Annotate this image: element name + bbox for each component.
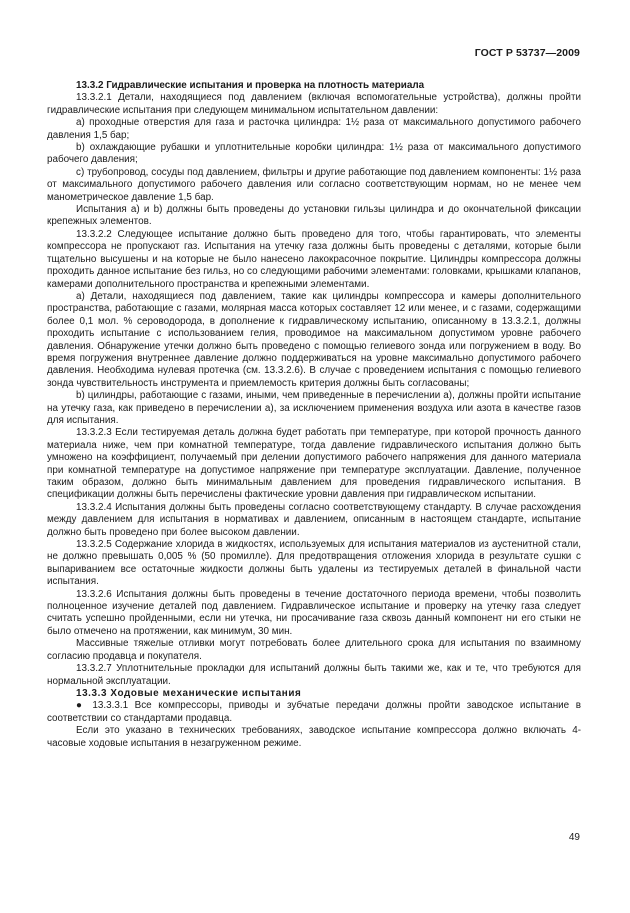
section-heading-13-3-2: 13.3.2 Гидравлические испытания и проверка на плотность материала	[76, 80, 425, 91]
clause-13-3-2-4: 13.3.2.4 Испытания должны быть проведены согласно соответствующему стандарту. В случае расхождения между давлением для испытания в нормативах и давлением, описанным в настоящем стандарте, испытание должно быть проведено при более высоком давлении.	[47, 501, 581, 538]
list-item-b: b) охлаждающие рубашки и уплотнительные коробки цилиндра: 1½ раза от максимального допустимого рабочего давления;	[47, 142, 581, 166]
clause-13-3-2-6: 13.3.2.6 Испытания должны быть проведены в течение достаточного периода времени, чтобы позволить полноценное изучение деталей под давлением. Гидравлическое испытание и проверку на утечку газа следует считать успешно пройденными, если ни утечка, ни просачивание газа сквозь данный компонент ни его стыки не было отмечено на протяжении, как минимум, 30 мин.	[47, 588, 581, 637]
list-item-b-air-nitrogen: b) цилиндры, работающие с газами, иными, чем приведенные в перечислении a), должны пройти испытание на утечку газа, как приведено в перечислении a), за исключением применения воздуха или азота в качестве газов для испытания.	[47, 390, 581, 426]
document-body	[47, 80, 581, 750]
clause-13-3-2-1: 13.3.2.1 Детали, находящиеся под давлением (включая вспомогательные устройства), должны пройти гидравлические испытания при следующем минимальном испытательном давлении:	[47, 92, 581, 116]
standard-header: ГОСТ Р 53737—2009	[474, 47, 580, 59]
clause-13-3-2-7: 13.3.2.7 Уплотнительные прокладки для испытаний должны быть такими же, как и те, что требуются для нормальной эксплуатации.	[47, 663, 581, 687]
list-item-a-helium: a) Детали, находящиеся под давлением, такие как цилиндры компрессора и камеры дополнительного пространства, работающие с газами, молярная масса которых составляет 12 или менее, и с газами, содержащими более 0,1 мол. % сероводорода, в дополнение к гидравлическому испытанию, описанному в 13.3.2.1, должны проходить испытание с использованием гелия, проводимое на максимальном допустимом уровне рабочего давления. Обнаружение утечки должно быть проведено с помощью гелиевого зонда или погружением в воду. Во время погружения внутреннее давление должно поддерживаться на уровне максимально допустимого рабочего давления. Необходима нулевая протечка (см. 13.3.2.6). В случае с проведением испытания с помощью гелиевого зонда чувствительность инструмента и приемлемость критерия должны быть согласованы;	[47, 290, 581, 389]
clause-13-3-3-1: ● 13.3.3.1 Все компрессоры, приводы и зубчатые передачи должны пройти заводское испытание в соответствии со стандартами продавца.	[47, 700, 581, 724]
paragraph-castings: Массивные тяжелые отливки могут потребовать более длительного срока для испытания по взаимному согласию продавца и покупателя.	[47, 638, 581, 662]
section-heading-13-3-3: 13.3.3 Ходовые механические испытания	[76, 687, 302, 699]
paragraph-tests-ab: Испытания a) и b) должны быть проведены до установки гильзы цилиндра и до окончательной фиксации крепежных элементов.	[47, 204, 581, 228]
list-item-c: c) трубопровод, сосуды под давлением, фильтры и другие работающие под давлением компоненты: 1½ раза от максимального допустимого рабочего давления или согласно соответствующим нормам, но не менее чем манометрическое давление 1,5 бар.	[47, 166, 581, 203]
clause-13-3-2-3: 13.3.2.3 Если тестируемая деталь должна будет работать при температуре, при которой прочность данного материала ниже, чем при комнатной температуре, тогда давление гидравлического испытания должно быть умножено на коэффициент, получаемый при делении допустимого рабочего напряжения для данного материала при комнатной температуре на допустимое напряжение при температуре эксплуатации. Давление, полученное таким образом, должно быть минимальным давлением для проведения гидравлического испытания. В спецификации должны быть перечислены фактические уровни давления при гидравлическом испытании.	[47, 427, 581, 501]
paragraph-4-hour-test: Если это указано в технических требованиях, заводское испытание компрессора должно включать 4-часовые ходовые испытания в незагруженном режиме.	[47, 725, 581, 749]
page-number: 49	[568, 832, 580, 843]
clause-13-3-2-2: 13.3.2.2 Следующее испытание должно быть проведено для того, чтобы гарантировать, что элементы компрессора не пропускают газ. Испытания на утечку газа должны быть проведены с деталями, которые были тщательно высушены и на которые не было нанесено лакокрасочное покрытие. Цилиндры компрессора должны проходить данное испытание без гильз, но со следующими рабочими элементами: головками, крышками клапанов, камерами дополнительного пространства и крепежными элементами.	[47, 228, 581, 290]
clause-13-3-2-5: 13.3.2.5 Содержание хлорида в жидкостях, используемых для испытания материалов из аустенитной стали, не должно превышать 0,005 % (50 промилле). Для предотвращения отложения хлорида в результате сушки с выпариванием все остаточные жидкости должны быть удалены из тестируемых деталей в финальной части испытания.	[47, 539, 581, 588]
list-item-a: a) проходные отверстия для газа и расточка цилиндра: 1½ раза от максимального допустимого рабочего давления 1,5 бар;	[47, 117, 581, 141]
